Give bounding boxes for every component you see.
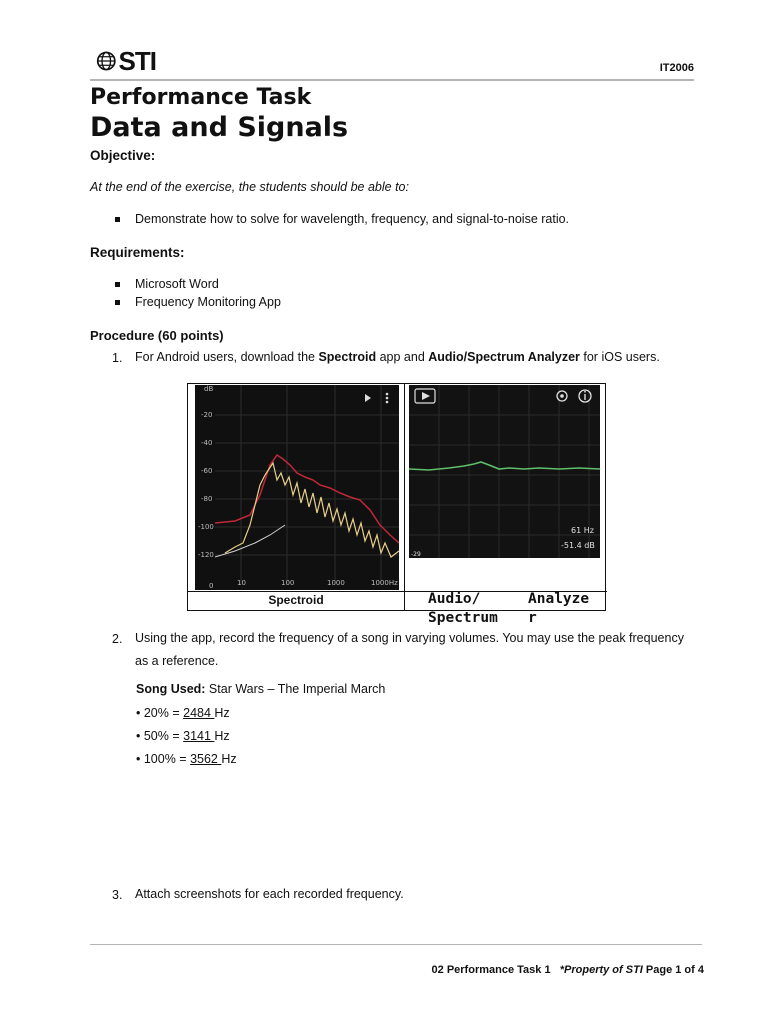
procedure-heading: Procedure (60 points) <box>90 328 224 343</box>
y-tick-label: -80 <box>201 495 213 503</box>
figure-divider <box>404 384 405 611</box>
requirements-heading: Requirements: <box>90 245 185 260</box>
globe-icon <box>96 49 117 73</box>
footer-rule <box>90 944 702 945</box>
analyzer-caption-part: Audio/ <box>428 591 481 607</box>
analyzer-caption-part: r <box>528 610 537 626</box>
y-tick-label: -40 <box>201 439 213 447</box>
title-line1: Performance Task <box>90 85 312 110</box>
spectroid-screenshot <box>195 385 399 590</box>
step3-text: Attach screenshots for each recorded frequency. <box>135 887 404 901</box>
analyzer-spectrum-graph <box>409 385 600 558</box>
step2-line2: as a reference. <box>135 654 219 668</box>
analyzer-caption-part: Analyze <box>528 591 590 607</box>
frequency-readout: 61 Hz <box>571 526 594 535</box>
spectroid-caption: Spectroid <box>268 593 324 607</box>
bullet-icon <box>115 217 120 222</box>
step2-number: 2. <box>112 632 123 646</box>
x-tick-label: 1000 <box>327 579 345 587</box>
step1-text: For Android users, download the Spectroid app and Audio/Spectrum Analyzer for iOS users. <box>135 350 660 364</box>
audio-spectrum-analyzer-screenshot <box>409 385 600 558</box>
analyzer-caption-part: Spectrum <box>428 610 498 626</box>
level-readout: -51.4 dB <box>561 541 595 550</box>
y-tick-label: -20 <box>201 411 213 419</box>
bullet-icon <box>115 282 120 287</box>
x-tick-label: 100 <box>281 579 295 587</box>
page-footer: 02 Performance Task 1 *Property of STI Page 1 of 4 <box>431 964 704 976</box>
y-tick-label: dB <box>204 385 214 393</box>
header-rule <box>90 79 694 81</box>
logo-text: STI <box>118 45 156 76</box>
x-tick-label: 1000Hz <box>371 579 398 587</box>
step2-line1: Using the app, record the frequency of a song in varying volumes. You may use the peak frequency <box>135 631 684 645</box>
step3-number: 3. <box>112 888 123 902</box>
volume-reading: • 20% = 2484 Hz <box>136 706 230 720</box>
corner-readout: -29 <box>411 551 421 558</box>
objective-heading: Objective: <box>90 148 156 163</box>
volume-reading: • 50% = 3141 Hz <box>136 729 230 743</box>
song-used: Song Used: Star Wars – The Imperial March <box>136 682 386 696</box>
bullet-icon <box>115 300 120 305</box>
y-tick-label: 0 <box>209 582 214 590</box>
y-tick-label: -100 <box>198 523 214 531</box>
y-tick-label: -120 <box>198 551 214 559</box>
sti-logo <box>96 46 156 76</box>
spectroid-spectrum-graph <box>195 385 399 590</box>
course-code: IT2006 <box>659 62 694 74</box>
step1-number: 1. <box>112 351 123 365</box>
app-screenshots-figure <box>187 383 606 626</box>
title-line2: Data and Signals <box>90 112 349 143</box>
y-tick-label: -60 <box>201 467 213 475</box>
volume-reading: • 100% = 3562 Hz <box>136 752 237 766</box>
more-vertical-icon <box>386 393 389 404</box>
objective-intro: At the end of the exercise, the students should be able to: <box>90 180 409 194</box>
x-tick-label: 10 <box>237 579 246 587</box>
